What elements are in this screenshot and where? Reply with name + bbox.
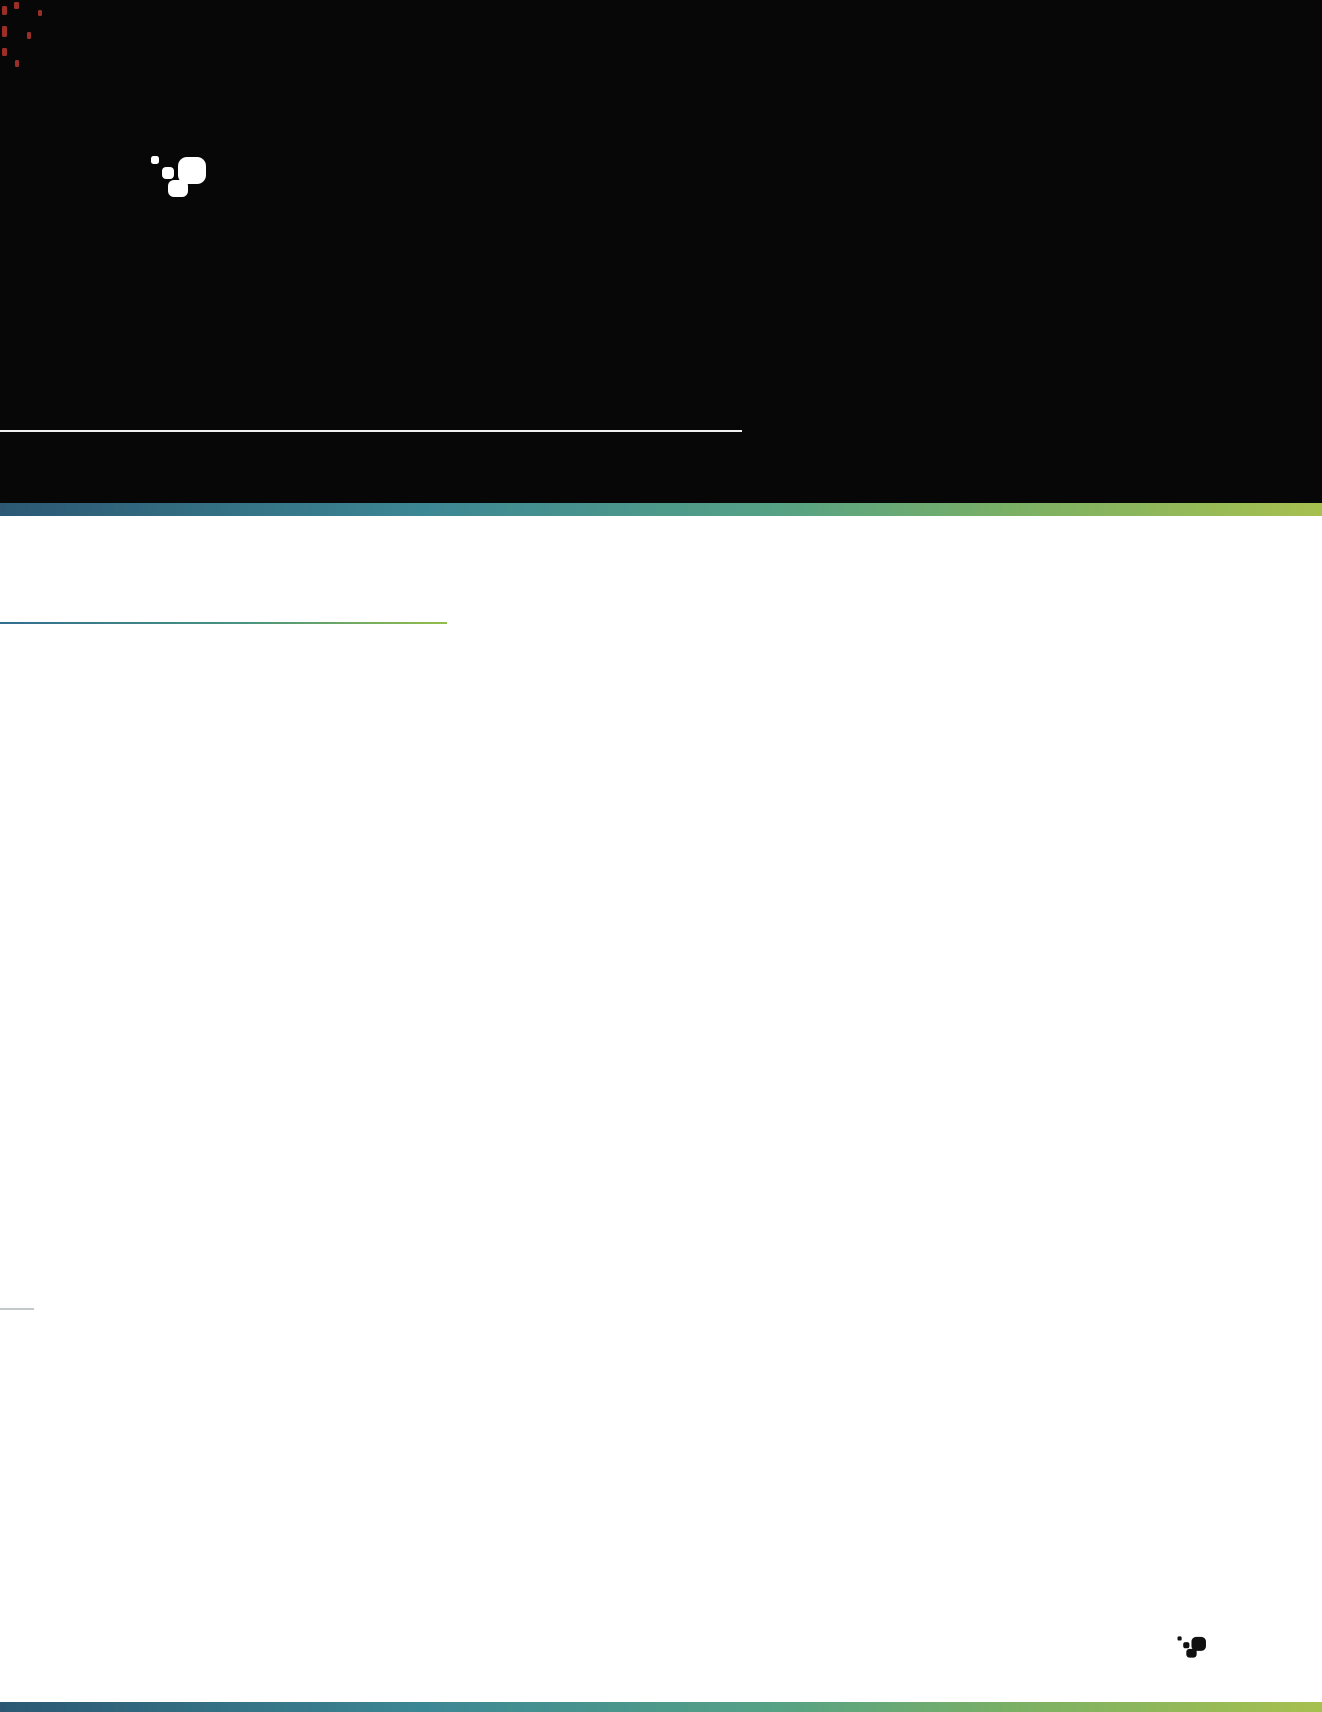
left-column — [100, 600, 620, 648]
footer-accent-bar — [0, 1702, 1322, 1712]
article-body — [0, 516, 1322, 648]
left-margin-tick — [0, 1308, 34, 1310]
page-footer — [100, 1634, 1214, 1659]
extrahop-logo-icon — [1177, 1634, 1207, 1659]
title-underline — [0, 430, 742, 432]
right-column — [641, 600, 1161, 648]
corner-red-dots — [2, 2, 42, 67]
extrahop-logo — [150, 152, 221, 199]
header-accent-bar — [0, 503, 1322, 516]
footer-extrahop-logo — [1177, 1634, 1214, 1659]
section-heading-agencies-making-progress — [100, 621, 620, 624]
dotted-wave-decoration — [0, 0, 1322, 503]
extrahop-logo-icon — [150, 152, 208, 199]
header-banner — [0, 0, 1322, 503]
